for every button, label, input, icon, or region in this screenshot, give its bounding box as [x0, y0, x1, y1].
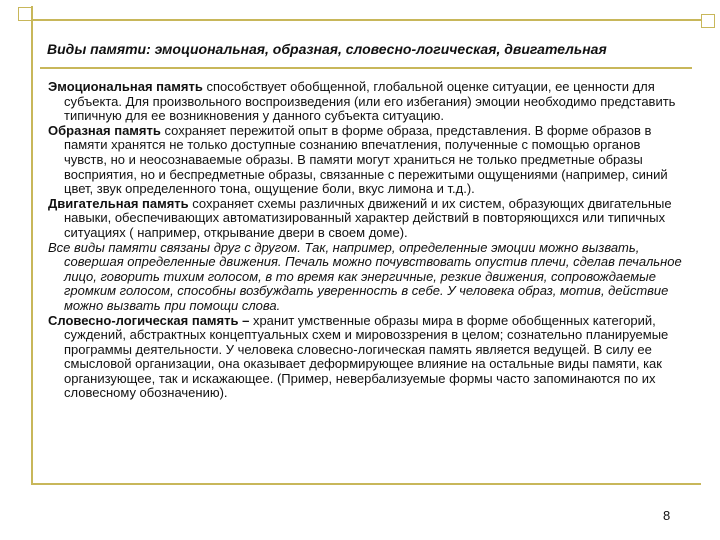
term-motor: Двигательная память — [48, 195, 189, 211]
decor-square-top-left — [18, 7, 32, 21]
decor-square-top-right — [701, 14, 715, 28]
decor-bottom-rule — [31, 483, 701, 485]
decor-title-rule — [40, 67, 692, 69]
slide-content — [48, 80, 684, 401]
text-verbal-logical: хранит умственные образы мира в форме обобщенных категорий, суждений, абстрактных концептуальных схем и мировоззрения в целом; сознательно планируемые программы деятельности. У человека словесно-логическая память является ведущей. В силу ее смысловой организации, она оказывает деформирующее влияние на остальные виды памяти, как организующее, так и искажающее. (Пример, невербализуемые формы часто запоминаются по их словесному обозначению). — [64, 312, 669, 401]
paragraph-connections — [48, 241, 684, 314]
text-imagery: сохраняет пережитой опыт в форме образа, представления. В форме образов в памяти хранятся не только доступные сознанию впечатления, полученные с помощью органов чувств, но и неосознаваемые образы. В памяти могут храниться не только предметные образы восприятия, но и беспредметные образы, связанные с пережитыми ощущениями (например, синий цвет, звук определенного тона, ощущение боли, вкус лимона и т.д.). — [64, 122, 668, 197]
page-number: 8 — [663, 508, 671, 523]
paragraph-motor — [48, 197, 684, 241]
term-verbal-logical: Словесно-логическая память – — [48, 312, 250, 328]
title-rest: : эмоциональная, образная, словесно-логическая, двигательная — [146, 41, 607, 57]
slide-title — [47, 41, 697, 58]
paragraph-imagery — [48, 124, 684, 197]
title-label: Виды памяти — [47, 41, 147, 57]
text-motor: сохраняет схемы различных движений и их систем, образующих двигательные навыки, обеспечивающих автоматизированный характер действий в повторяющихся или типичных ситуациях ( например, открывание двери в своем доме). — [64, 195, 672, 240]
text-connections: Все виды памяти связаны друг с другом. Так, например, определенные эмоции можно вызвать, совершая определенные движения. Печаль можно почувствовать опустив плечи, сделав печальное лицо, говорить тихим голосом, в то время как энергичные, резкие движения, сопровождаемые громким голосом, способны возбуждать уверенность в себе. У человека образ, мотив, действие можно вызвать при помощи слова. — [48, 239, 682, 313]
term-imagery: Образная память — [48, 122, 161, 138]
paragraph-verbal-logical — [48, 314, 684, 402]
term-emotional: Эмоциональная память — [48, 79, 203, 94]
decor-top-rule — [31, 19, 701, 21]
text-emotional: способствует обобщенной, глобальной оценке ситуации, ее ценности для субъекта. Для произвольного воспроизведения (или его избегания) эмоции необходимо представить типичную для ее возникновения у данного субъекта ситуацию. — [64, 79, 676, 124]
decor-vertical-rule — [31, 6, 33, 484]
paragraph-emotional — [48, 80, 684, 124]
